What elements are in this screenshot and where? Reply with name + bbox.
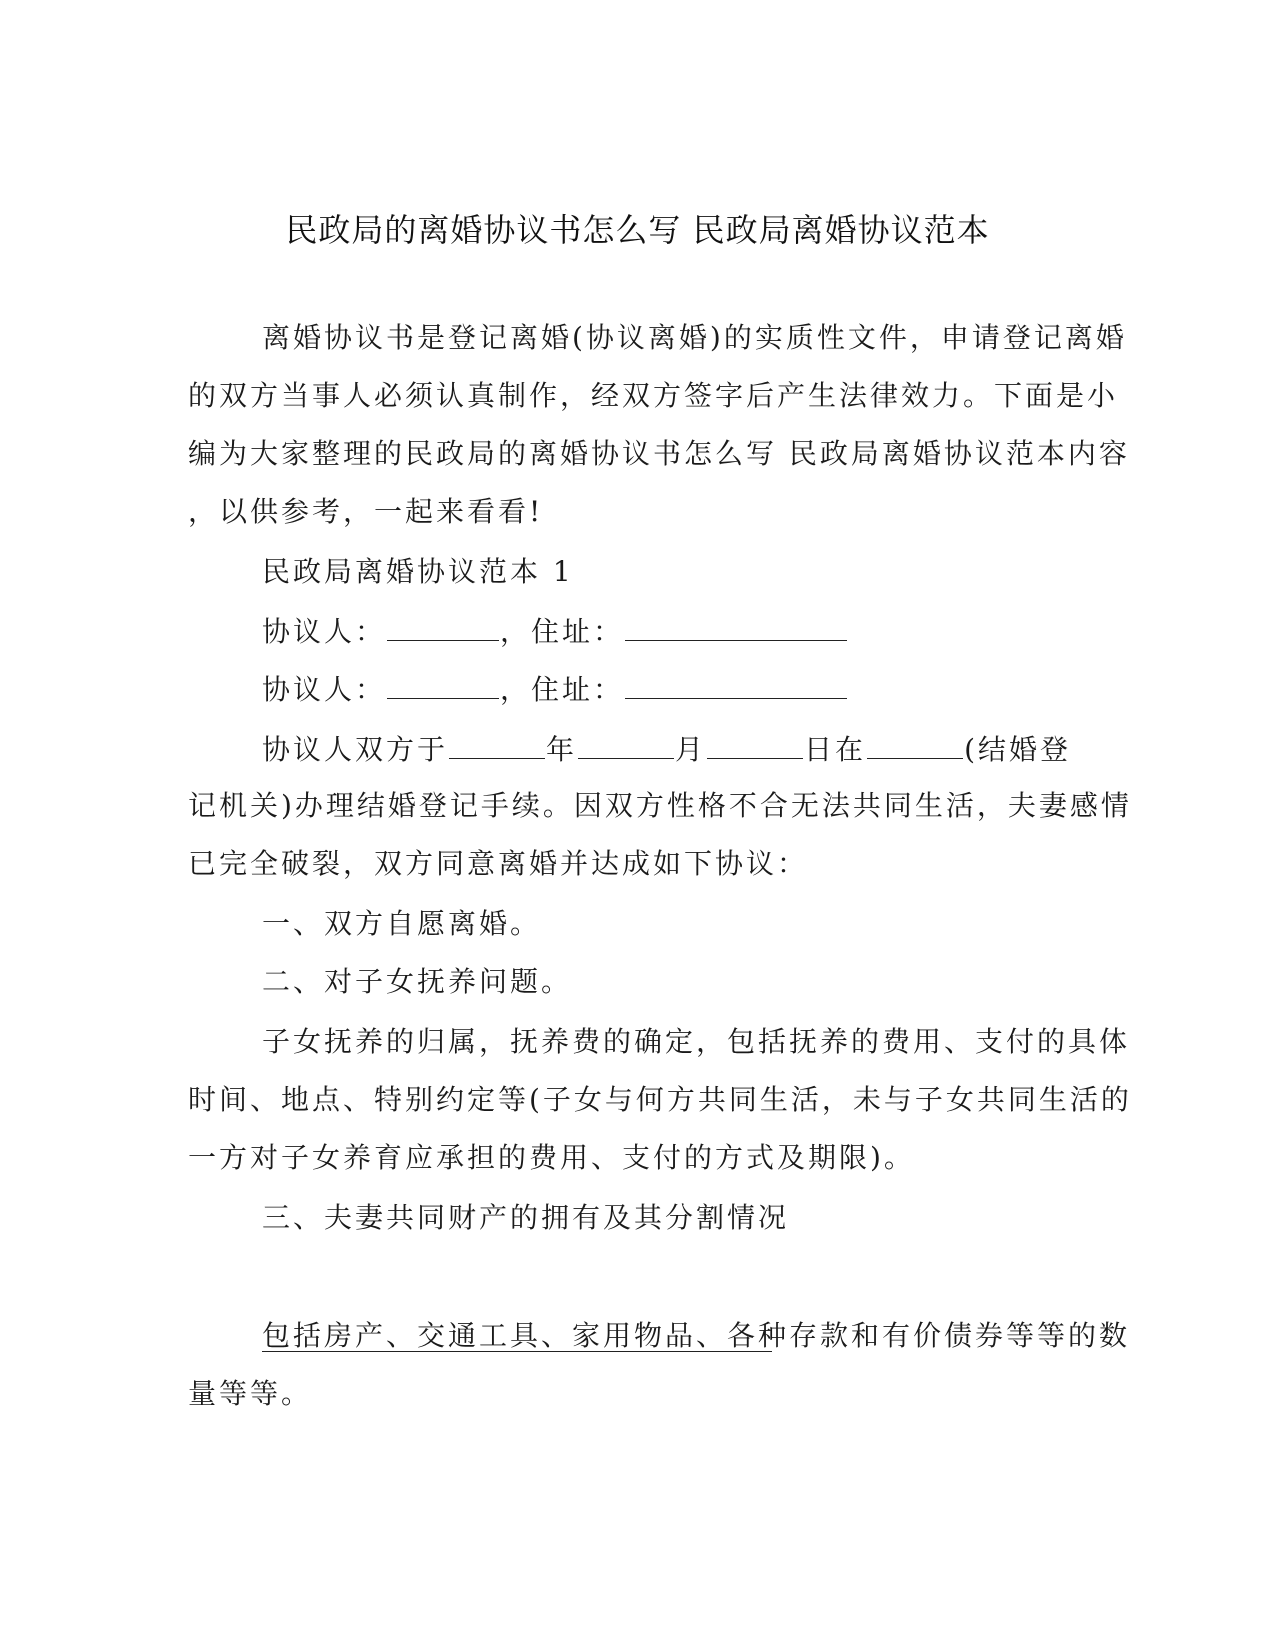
custody-line-1: 子女抚养的归属，抚养费的确定，包括抚养的费用、支付的具体 (262, 1025, 1131, 1058)
party-1-name-blank (387, 610, 499, 641)
intro-line-1: 离婚协议书是登记离婚(协议离婚)的实质性文件，申请登记离婚 (262, 321, 1127, 354)
day-label: 日在 (804, 733, 867, 766)
party-1-row (262, 610, 1092, 652)
custody-line-3: 一方对子女养育应承担的费用、支付的方式及期限)。 (188, 1141, 915, 1174)
party-1-address-blank (625, 610, 847, 641)
intro-line-3: 编为大家整理的民政局的离婚协议书怎么写 民政局离婚协议范本内容 (188, 437, 1130, 470)
marriage-prefix: 协议人双方于 (262, 733, 449, 766)
marriage-suffix: (结婚登 (964, 733, 1071, 766)
clause-2: 二、对子女抚养问题。 (262, 965, 573, 998)
party-2-name-blank (387, 668, 499, 699)
marriage-line-1 (262, 728, 1092, 770)
custody-line-2: 时间、地点、特别约定等(子女与何方共同生活，未与子女共同生活的 (188, 1083, 1132, 1116)
day-blank (707, 728, 803, 759)
intro-line-4: ，以供参考，一起来看看! (188, 495, 544, 528)
intro-line-2: 的双方当事人必须认真制作，经双方签字后产生法律效力。下面是小 (188, 379, 1119, 412)
year-label: 年 (546, 733, 578, 766)
marriage-line-3: 已完全破裂，双方同意离婚并达成如下协议： (188, 847, 809, 880)
party-1-label: 协议人： (262, 615, 387, 648)
property-line-1: 包括房产、交通工具、家用物品、各种存款和有价债券等等的数 (262, 1319, 1131, 1352)
page-title: 民政局的离婚协议书怎么写 民政局离婚协议范本 (285, 211, 990, 249)
property-line-2: 量等等。 (188, 1377, 313, 1410)
clause-3: 三、夫妻共同财产的拥有及其分割情况 (262, 1201, 790, 1234)
clause-1: 一、双方自愿离婚。 (262, 907, 542, 940)
party-2-row (262, 668, 1092, 710)
party-2-address-blank (625, 668, 847, 699)
month-label: 月 (675, 733, 707, 766)
marriage-line-2: 记机关)办理结婚登记手续。因双方性格不合无法共同生活，夫妻感情 (188, 789, 1132, 822)
registry-blank (867, 728, 963, 759)
party-2-label: 协议人： (262, 673, 387, 706)
month-blank (578, 728, 674, 759)
sample-heading: 民政局离婚协议范本 1 (262, 555, 574, 588)
party-1-address-label: ，住址： (500, 615, 625, 648)
year-blank (449, 728, 545, 759)
party-2-address-label: ，住址： (500, 673, 625, 706)
